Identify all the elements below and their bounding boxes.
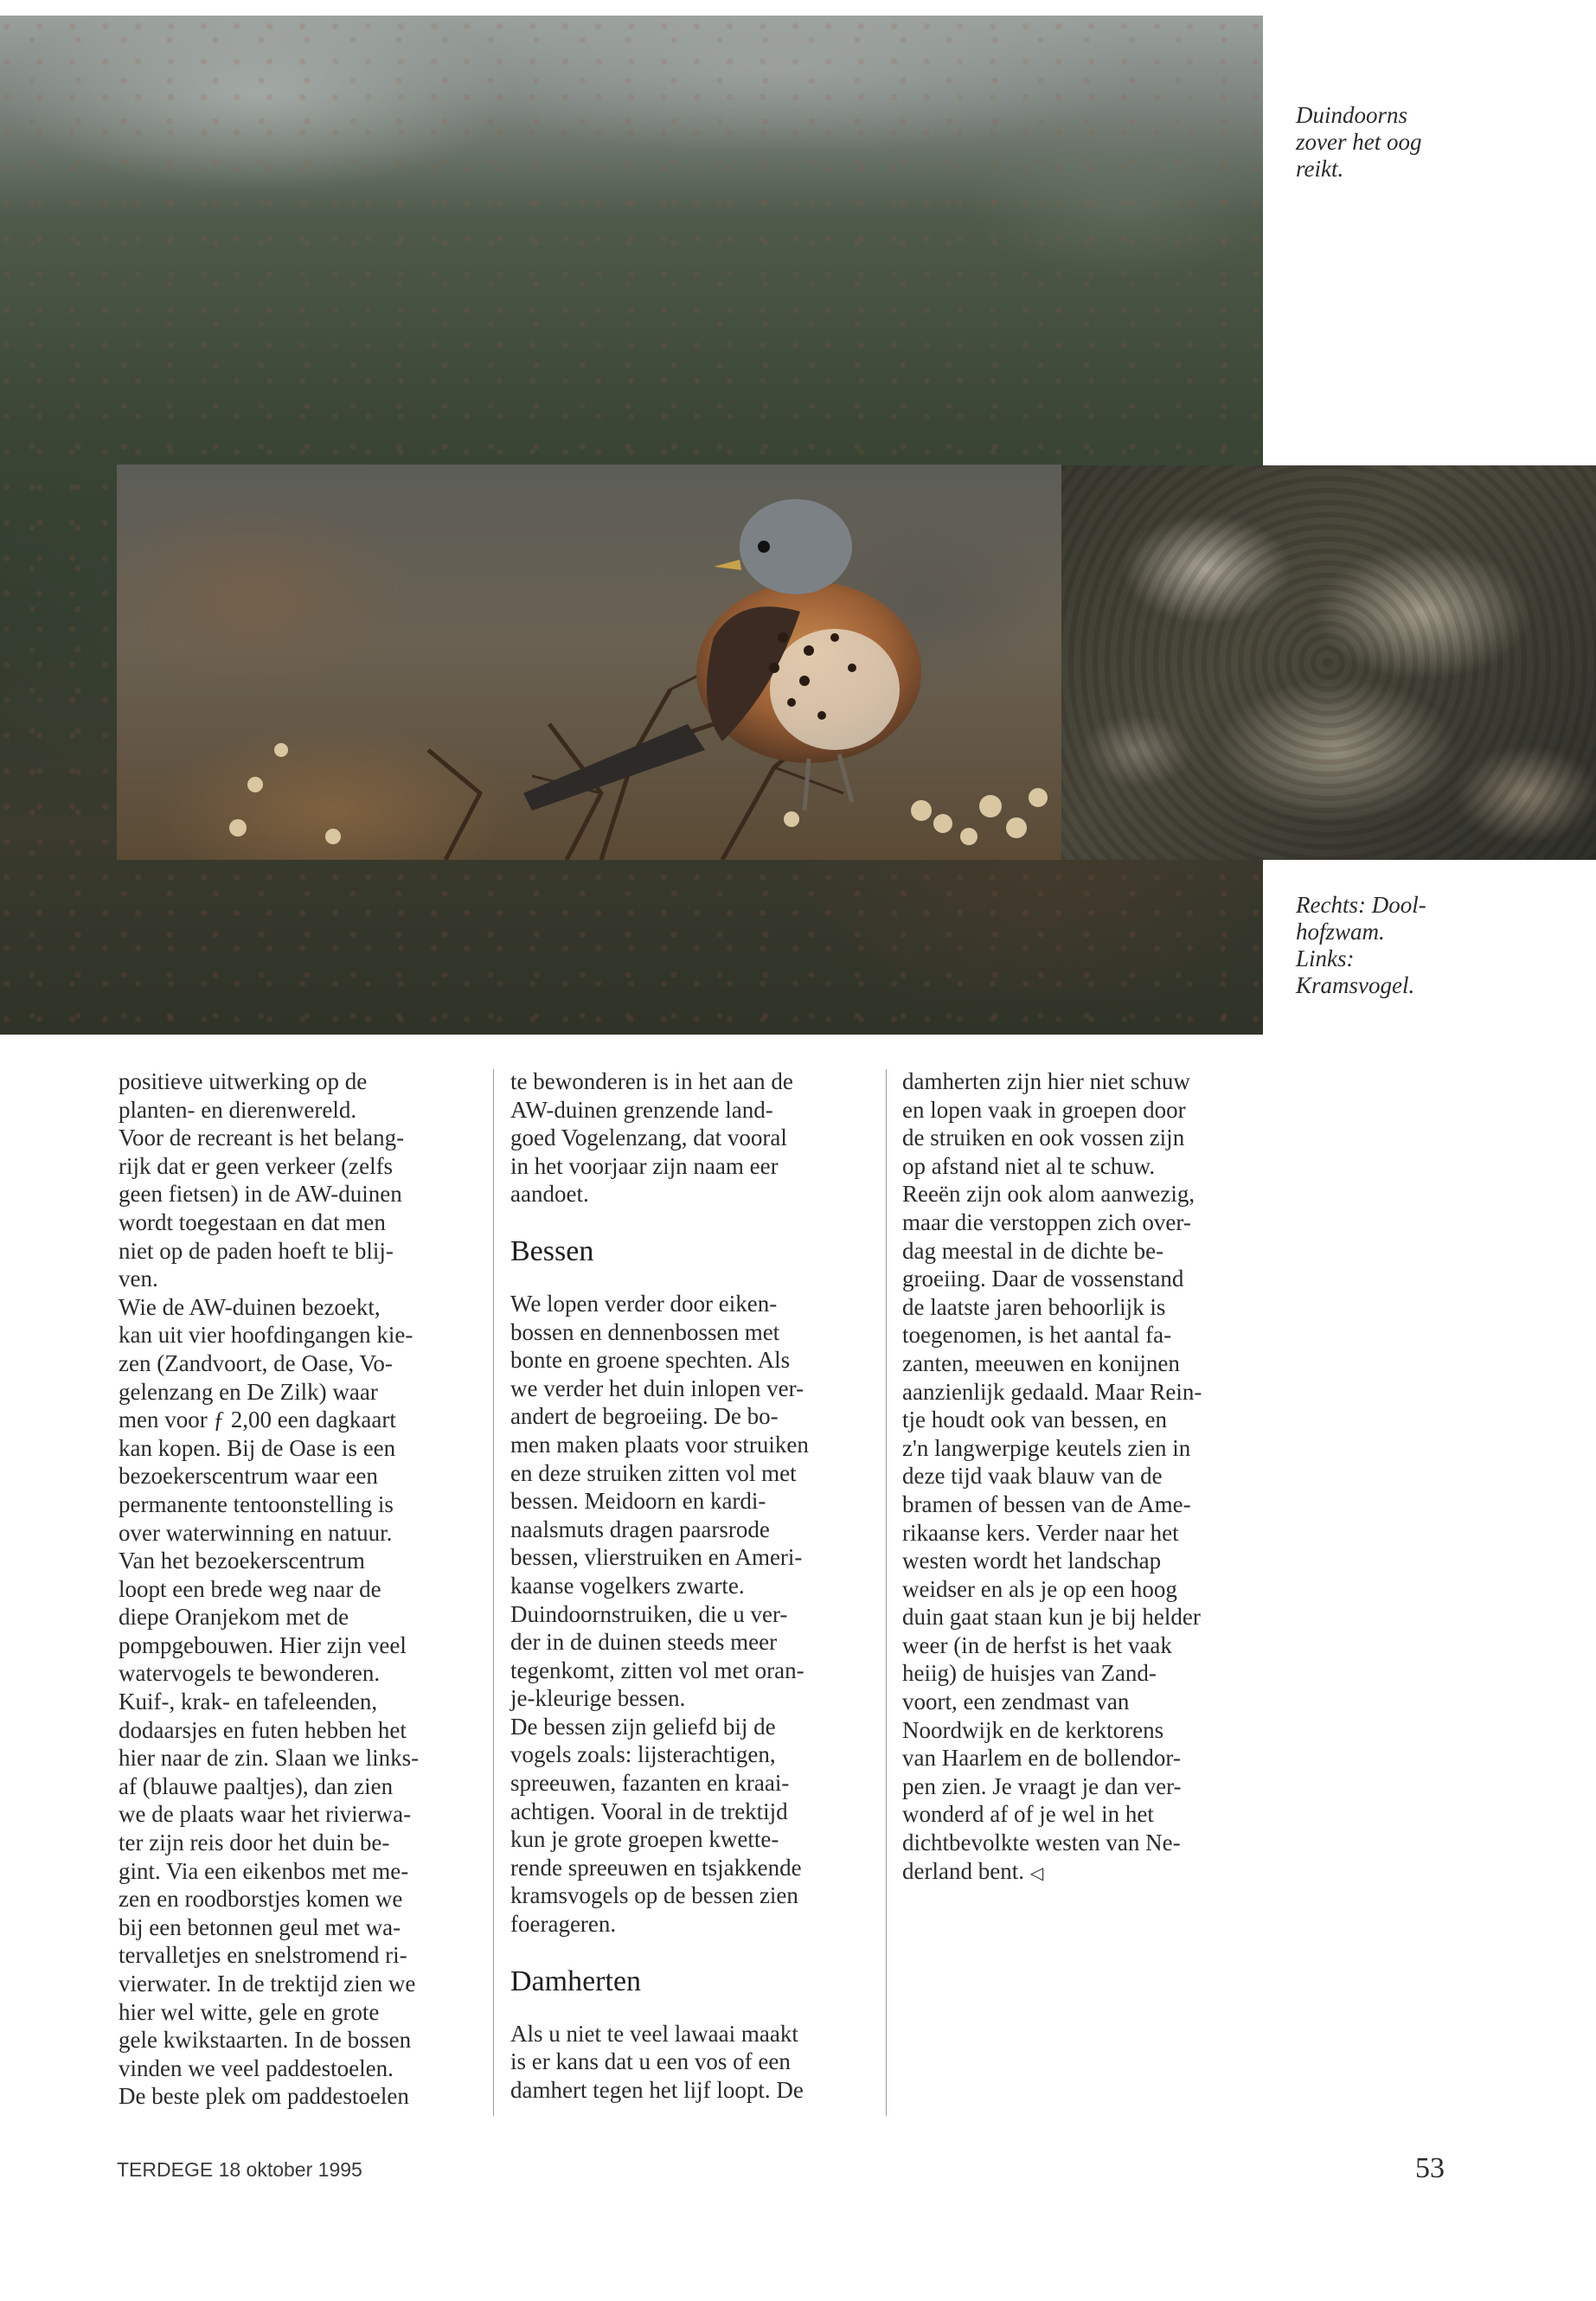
article-column-1 <box>119 1067 419 2111</box>
heading-bessen: Bessen <box>510 1234 594 1267</box>
text-line: damhert tegen het lijf loopt. De <box>510 2076 804 2103</box>
text-line: der in de duinen steeds meer <box>510 1629 778 1656</box>
caption-photos <box>1296 892 1426 999</box>
article-column-3 <box>902 1067 1202 1888</box>
text-line: dichtbevolkte westen van Ne- <box>902 1830 1181 1856</box>
text-line: af (blauwe paaltjes), dan zien <box>119 1772 394 1799</box>
text-line: wonderd af of je wel in het <box>902 1801 1154 1828</box>
text-line: planten- en dierenwereld. <box>119 1096 357 1123</box>
article-column-2 <box>510 1067 809 2104</box>
text-line: gint. Via een eikenbos met me- <box>119 1857 409 1884</box>
text-line: de struiken en ook vossen zijn <box>902 1125 1185 1151</box>
text-line: ven. <box>119 1266 158 1292</box>
text-line: loopt een brede weg naar de <box>119 1575 381 1602</box>
caption-dunes <box>1296 102 1421 183</box>
text-line: dodaarsjes en futen hebben het <box>119 1716 407 1743</box>
text-line: watervogels te bewonderen. <box>119 1660 381 1687</box>
caption-line: Kramsvogel. <box>1296 972 1415 998</box>
text-line: kun je grote groepen kwette- <box>510 1826 779 1853</box>
text-line: tervalletjes en snelstromend ri- <box>119 1942 407 1969</box>
text-line: zen (Zandvoort, de Oase, Vo- <box>119 1349 393 1376</box>
text-line: goed Vogelenzang, dat vooral <box>510 1125 787 1151</box>
paragraph-intro <box>510 1067 809 1208</box>
text-line: diepe Oranjekom met de <box>119 1604 349 1631</box>
text-line: spreeuwen, fazanten en kraai- <box>510 1770 790 1797</box>
caption-line: hofzwam. <box>1296 919 1385 945</box>
text-line: achtigen. Vooral in de trektijd <box>510 1798 788 1824</box>
text-line: permanente tentoonstelling is <box>119 1490 394 1517</box>
text-line: Duindoornstruiken, die u ver- <box>510 1600 788 1627</box>
text-line: z'n langwerpige keutels zien in <box>902 1434 1191 1461</box>
text-line: zen en roodborstjes komen we <box>119 1886 403 1913</box>
text-line: je-kleurige bessen. <box>510 1685 686 1712</box>
text-line: van Haarlem en de bollendor- <box>902 1745 1181 1772</box>
text-line: westen wordt het landschap <box>902 1548 1162 1574</box>
text-line: deze tijd vaak blauw van de <box>902 1463 1163 1490</box>
text-line: is er kans dat u een vos of een <box>510 2048 791 2075</box>
text-line: Reeën zijn ook alom aanwezig, <box>902 1181 1195 1208</box>
text-line: damherten zijn hier niet schuw <box>902 1068 1190 1094</box>
paragraph-bessen <box>510 1290 809 1939</box>
paragraph-col3 <box>902 1067 1202 1888</box>
text-line: men maken plaats voor struiken <box>510 1431 809 1458</box>
text-line: en lopen vaak in groepen door <box>902 1096 1186 1123</box>
text-line: voort, een zendmast van <box>902 1689 1130 1715</box>
end-of-article-icon: ◁ <box>1029 1863 1044 1883</box>
text-line: gele kwikstaarten. In de bossen <box>119 2027 412 2054</box>
text-line: niet op de paden hoeft te blij- <box>119 1237 394 1264</box>
text-line: kramsvogels op de bessen zien <box>510 1882 798 1909</box>
text-line: naalsmuts dragen paarsrode <box>510 1516 770 1542</box>
text-line: wordt toegestaan en dat men <box>119 1208 386 1235</box>
text-line: vierwater. In de trektijd zien we <box>119 1971 416 1997</box>
text-line: we de plaats waar het rivierwa- <box>119 1801 412 1828</box>
text-line: en deze struiken zitten vol met <box>510 1459 797 1486</box>
text-line: over waterwinning en natuur. <box>119 1519 393 1546</box>
paragraph-damherten <box>510 2020 809 2105</box>
text-line: rijk dat er geen verkeer (zelfs <box>119 1152 394 1179</box>
text-line: aandoet. <box>510 1181 589 1208</box>
text-line: kan uit vier hoofdingangen kie- <box>119 1322 413 1349</box>
text-line: weer (in de herfst is het vaak <box>902 1631 1172 1658</box>
text-line: vogels zoals: lijsterachtigen, <box>510 1741 776 1768</box>
text-line: bessen, vlierstruiken en Ameri- <box>510 1544 803 1571</box>
text-line: AW-duinen grenzende land- <box>510 1096 773 1123</box>
column-divider <box>493 1069 494 2116</box>
text-line: rende spreeuwen en tsjakkende <box>510 1854 802 1881</box>
text-line: De bessen zijn geliefd bij de <box>510 1713 776 1740</box>
text-line: op afstand niet al te schuw. <box>902 1152 1156 1179</box>
text-line: de laatste jaren behoorlijk is <box>902 1293 1166 1320</box>
text-line: hier wel witte, gele en grote <box>119 1998 380 2025</box>
text-line: zanten, meeuwen en konijnen <box>902 1349 1180 1376</box>
text-line: De beste plek om paddestoelen <box>119 2083 409 2110</box>
bird-illustration <box>117 465 1061 860</box>
text-line: weidser en als je op een hoog <box>902 1575 1177 1602</box>
caption-line: reikt. <box>1296 156 1344 182</box>
text-line: foerageren. <box>510 1911 617 1938</box>
text-line: hier naar de zin. Slaan we links- <box>119 1745 420 1772</box>
text-line: maar die verstoppen zich over- <box>902 1208 1191 1235</box>
text-line: gelenzang en De Zilk) waar <box>119 1378 378 1405</box>
text-line: toegenomen, is het aantal fa- <box>902 1322 1172 1349</box>
text-line: kaanse vogelkers zwarte. <box>510 1572 745 1599</box>
caption-line: Links: <box>1296 945 1355 971</box>
text-line: bessen. Meidoorn en kardi- <box>510 1488 766 1515</box>
text-line: te bewonderen is in het aan de <box>510 1068 793 1094</box>
heading-damherten: Damherten <box>510 1965 642 1997</box>
text-line: bezoekerscentrum waar een <box>119 1463 378 1490</box>
text-line: derland bent. <box>902 1857 1024 1884</box>
caption-line: Duindoorns <box>1296 102 1408 128</box>
page-number: 53 <box>1415 2152 1445 2184</box>
text-line: bramen of bessen van de Ame- <box>902 1490 1191 1517</box>
text-line: dag meestal in de dichte be- <box>902 1237 1164 1264</box>
text-line: we verder het duin inlopen ver- <box>510 1375 804 1401</box>
text-line: kan kopen. Bij de Oase is een <box>119 1434 396 1461</box>
text-line: groeiing. Daar de vossenstand <box>902 1266 1184 1292</box>
text-line: Als u niet te veel lawaai maakt <box>510 2020 798 2047</box>
text-line: vinden we veel paddestoelen. <box>119 2054 394 2081</box>
text-line: tje houdt ook van bessen, en <box>902 1407 1167 1433</box>
photo-fungus <box>1060 465 1596 860</box>
text-line: positieve uitwerking op de <box>119 1068 368 1094</box>
text-line: Wie de AW-duinen bezoekt, <box>119 1293 381 1320</box>
text-line: in het voorjaar zijn naam eer <box>510 1152 779 1179</box>
text-line: andert de begroeiing. De bo- <box>510 1403 779 1430</box>
text-line: bonte en groene spechten. Als <box>510 1347 791 1374</box>
caption-line: Rechts: Dool- <box>1296 892 1426 918</box>
text-line: Voor de recreant is het belang- <box>119 1125 405 1151</box>
text-line: aanzienlijk gedaald. Maar Rein- <box>902 1378 1202 1405</box>
text-line: ter zijn reis door het duin be- <box>119 1830 390 1856</box>
caption-line: zover het oog <box>1296 129 1422 155</box>
text-line-end <box>902 1857 1202 1888</box>
text-line: pen zien. Je vraagt je dan ver- <box>902 1772 1182 1799</box>
text-line: rikaanse kers. Verder naar het <box>902 1519 1179 1546</box>
text-line: heiig) de huisjes van Zand- <box>902 1660 1157 1687</box>
text-line: bij een betonnen geul met wa- <box>119 1913 401 1940</box>
text-line: tegenkomt, zitten vol met oran- <box>510 1657 804 1683</box>
text-line: We lopen verder door eiken- <box>510 1290 778 1317</box>
column-divider <box>886 1069 887 2116</box>
text-line: pompgebouwen. Hier zijn veel <box>119 1631 407 1658</box>
text-line: Van het bezoekerscentrum <box>119 1548 365 1574</box>
text-line: geen fietsen) in de AW-duinen <box>119 1181 402 1208</box>
text-line: Noordwijk en de kerktorens <box>902 1716 1164 1743</box>
photo-bird <box>117 465 1061 860</box>
text-line: Kuif-, krak- en tafeleenden, <box>119 1689 378 1715</box>
text-line: men voor ƒ 2,00 een dagkaart <box>119 1407 396 1433</box>
text-line: duin gaat staan kun je bij helder <box>902 1604 1201 1631</box>
publication-footer: TERDEGE 18 oktober 1995 <box>117 2158 362 2181</box>
text-line: bossen en dennenbossen met <box>510 1318 780 1345</box>
